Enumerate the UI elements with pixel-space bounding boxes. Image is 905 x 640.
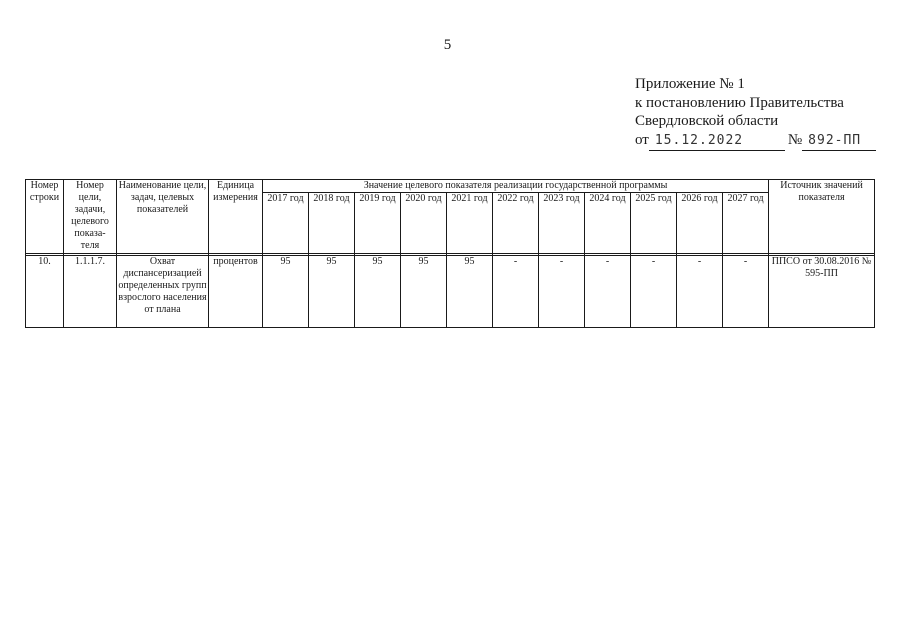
cell-value: - (723, 256, 769, 328)
date-prefix: от (635, 131, 649, 148)
cell-value: 95 (447, 256, 493, 328)
cell-value: - (539, 256, 585, 328)
number-field (802, 131, 876, 152)
cell-row-number: 10. (26, 256, 64, 328)
header-year: 2023 год (539, 193, 585, 254)
date-value: 15.12.2022 (654, 132, 744, 148)
cell-value: - (585, 256, 631, 328)
page-number: 5 (443, 37, 452, 53)
header-year: 2026 год (677, 193, 723, 254)
cell-goal-number: 1.1.1.7. (64, 256, 117, 328)
number-sign: № (787, 131, 803, 148)
cell-value: 95 (355, 256, 401, 328)
header-goal-number: Номер цели, задачи, целевого показа- теля (64, 180, 117, 254)
appendix-block (635, 75, 876, 151)
cell-unit: процентов (209, 256, 263, 328)
header-year: 2027 год (723, 193, 769, 254)
table-row (26, 256, 875, 328)
number-value: 892-ПП (808, 132, 862, 148)
header-year: 2020 год (401, 193, 447, 254)
appendix-region: Свердловской области (635, 113, 779, 129)
header-values-group: Значение целевого показателя реализации государственной программы (263, 180, 769, 193)
header-row-number: Номер строки (26, 180, 64, 254)
date-field (649, 131, 785, 152)
cell-value: - (631, 256, 677, 328)
header-year: 2021 год (447, 193, 493, 254)
header-year: 2025 год (631, 193, 677, 254)
header-unit: Единица измерения (209, 180, 263, 254)
header-year: 2024 год (585, 193, 631, 254)
header-year: 2018 год (309, 193, 355, 254)
header-year: 2017 год (263, 193, 309, 254)
appendix-title: Приложение № 1 (635, 76, 745, 92)
cell-name: Охват диспансеризацией определенных групп взрослого населения от плана (117, 256, 209, 328)
cell-value: 95 (263, 256, 309, 328)
header-year: 2019 год (355, 193, 401, 254)
cell-value: - (493, 256, 539, 328)
header-row (26, 180, 875, 193)
appendix-decree: к постановлению Правительства (635, 94, 844, 111)
appendix-date-line (635, 131, 876, 152)
cell-value: 95 (401, 256, 447, 328)
header-name: Наименование цели, задач, целевых показателей (117, 180, 209, 254)
cell-value: 95 (309, 256, 355, 328)
header-year: 2022 год (493, 193, 539, 254)
indicators-table (25, 179, 875, 328)
cell-value: - (677, 256, 723, 328)
header-source: Источник значений показателя (769, 180, 875, 254)
cell-source: ППСО от 30.08.2016 № 595-ПП (769, 256, 875, 328)
